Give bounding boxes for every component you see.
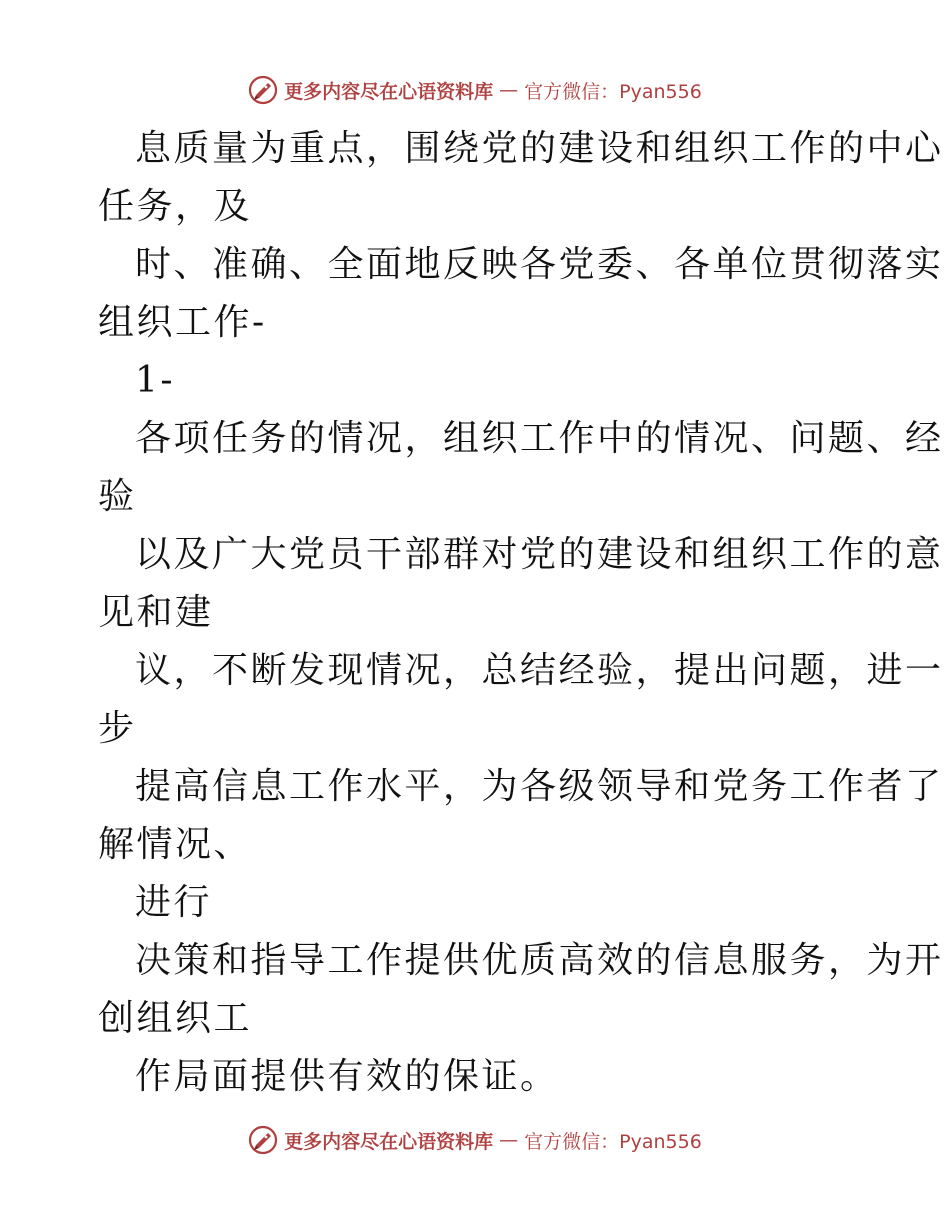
banner-wechat-text: 官方微信：Pyan556: [524, 1130, 702, 1153]
body-line: 作局面提供有效的保证。: [135, 1056, 559, 1097]
header-banner: [0, 70, 950, 110]
banner-brand-text: 更多内容尽在心语资料库: [284, 1130, 494, 1153]
body-line: 任务，及: [98, 186, 253, 227]
body-line: 步: [98, 708, 137, 749]
body-line: 以及广大党员干部群对党的建设和组织工作的意: [135, 534, 944, 575]
pen-logo-icon: [248, 1125, 278, 1155]
body-line: 决策和指导工作提供优质高效的信息服务，为开: [135, 940, 944, 981]
body-line: 验: [98, 476, 137, 517]
body-line: 提高信息工作水平，为各级领导和党务工作者了: [135, 766, 944, 807]
pen-logo-icon: [248, 75, 278, 105]
banner-wechat-text: 官方微信：Pyan556: [524, 80, 702, 103]
body-line: 息质量为重点，围绕党的建设和组织工作的中心: [135, 128, 944, 169]
banner-separator: —: [499, 79, 519, 101]
body-line: 见和建: [98, 592, 214, 633]
body-line: 创组织工: [98, 998, 253, 1039]
banner-separator: —: [499, 1129, 519, 1151]
body-line: 各项任务的情况，组织工作中的情况、问题、经: [135, 418, 944, 459]
page-number-line: 1-: [135, 360, 176, 401]
body-line: 时、准确、全面地反映各党委、各单位贯彻落实: [135, 244, 944, 285]
footer-banner: [0, 1120, 950, 1160]
document-body: [98, 120, 944, 1106]
body-line: 议，不断发现情况，总结经验，提出问题，进一: [135, 650, 944, 691]
body-line: 进行: [135, 882, 213, 923]
body-line: 组织工作-: [98, 302, 267, 343]
body-line: 解情况、: [98, 824, 253, 865]
banner-brand-text: 更多内容尽在心语资料库: [284, 80, 494, 103]
